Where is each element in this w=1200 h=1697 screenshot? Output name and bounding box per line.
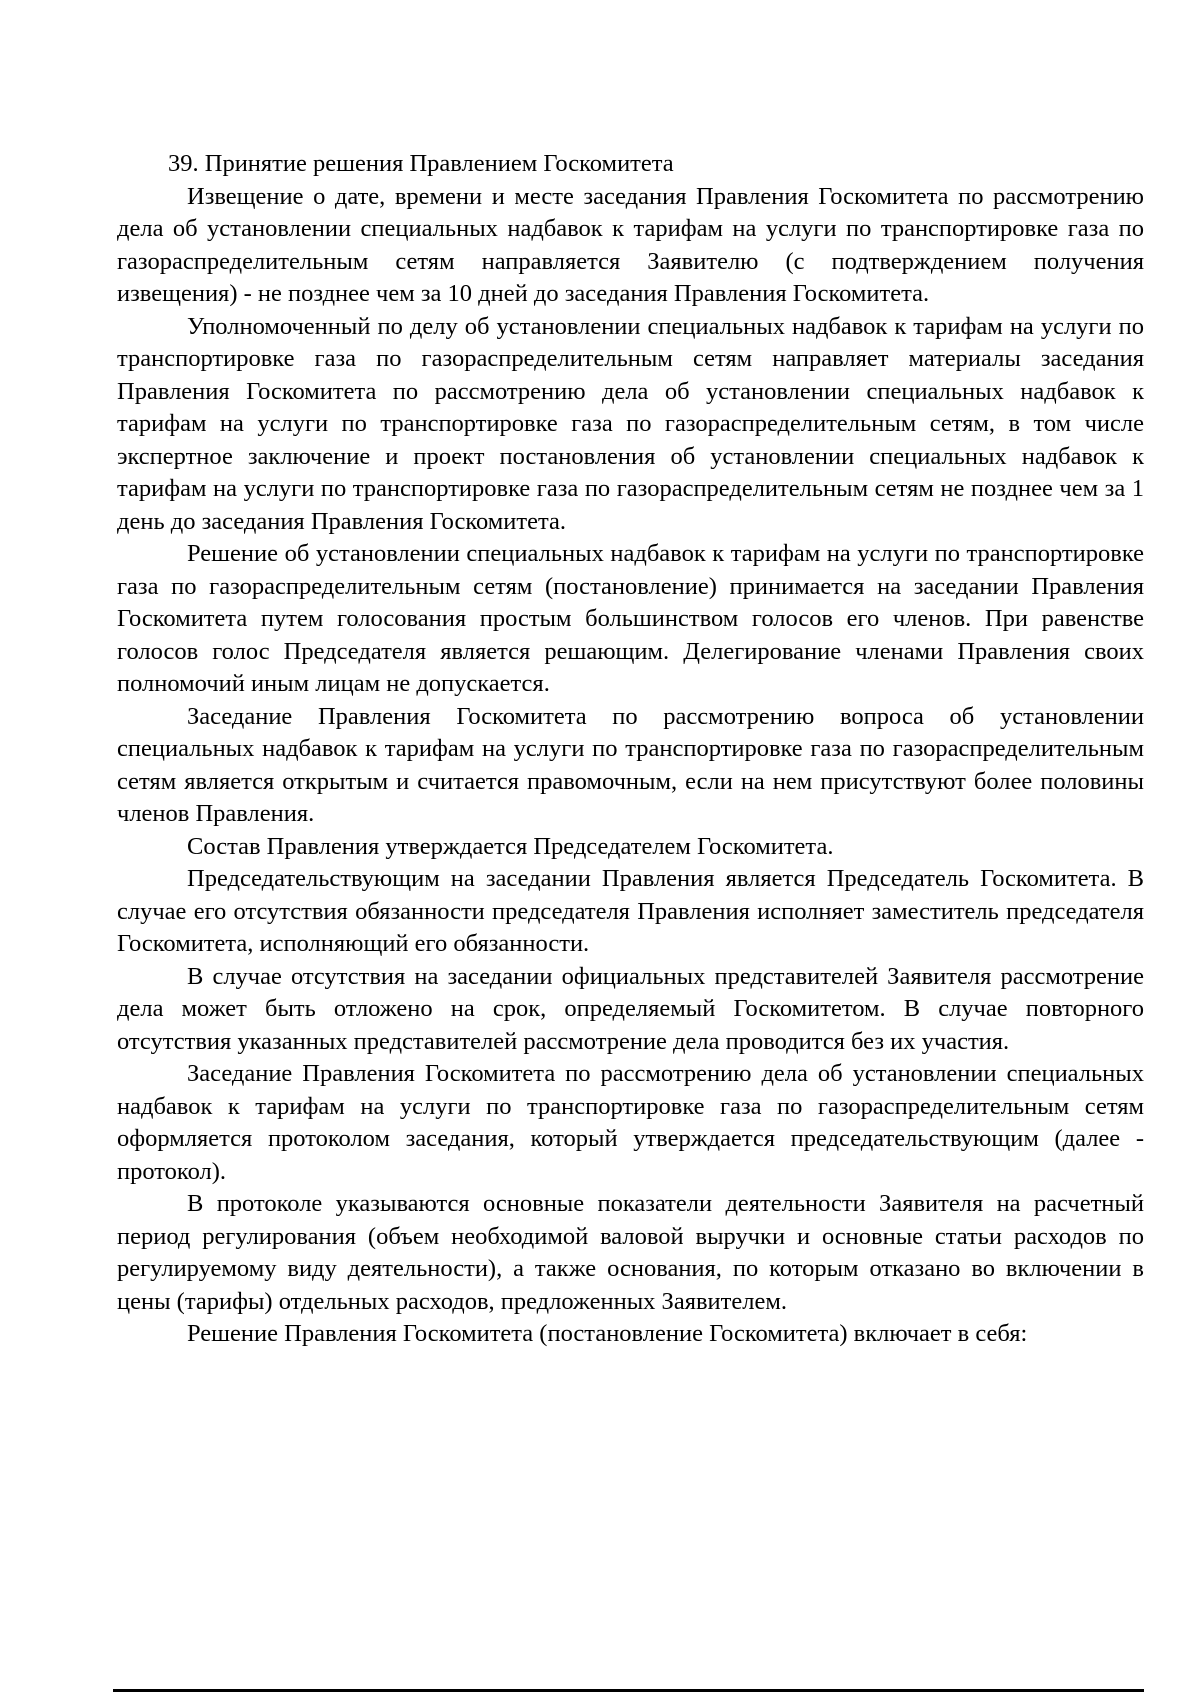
paragraph-board-composition: Состав Правления утверждается Председателем Госкомитета. [187, 832, 834, 860]
paragraph-protocol-contents: В протоколе указываются основные показатели деятельности Заявителя на расчетный период регулирования (объем необходимой валовой выручки и основные статьи расходов по регулируемому виду деятельности), а также основания, по которым отказано во включении в цены (тарифы) отдельных расходов, предложенных Заявителем. [117, 1190, 1144, 1315]
paragraph-protocol: Заседание Правления Госкомитета по рассмотрению дела об установлении специальных надбавок к тарифам на услуги по транспортировке газа по газораспределительным сетям оформляется протоколом заседания, который утверждается председательствующим (далее - протокол). [117, 1060, 1144, 1185]
paragraph-materials-sending: Уполномоченный по делу об установлении специальных надбавок к тарифам на услуги по транспортировке газа по газораспределительным сетям направляет материалы заседания Правления Госкомитета по рассмотрению дела об установлении специальных надбавок к тарифам на услуги по транспортировке газа по газораспределительным сетям, в том числе экспертное заключение и проект постановления об установлении специальных надбавок к тарифам на услуги по транспортировке газа по газораспределительным сетям не позднее чем за 1 день до заседания Правления Госкомитета. [117, 312, 1144, 535]
paragraph-meeting-quorum: Заседание Правления Госкомитета по рассмотрению вопроса об установлении специальных надбавок к тарифам на услуги по транспортировке газа по газораспределительным сетям является открытым и считается правомочным, если на нем присутствуют более половины членов Правления. [117, 702, 1144, 827]
section-heading: 39. Принятие решения Правлением Госкомитета [168, 150, 674, 177]
document-page [117, 148, 1144, 1351]
paragraph-absence-postponement: В случае отсутствия на заседании официальных представителей Заявителя рассмотрение дела может быть отложено на срок, определяемый Госкомитетом. В случае повторного отсутствия указанных представителей рассмотрение дела проводится без их участия. [117, 962, 1144, 1055]
paragraph-decision-voting: Решение об установлении специальных надбавок к тарифам на услуги по транспортировке газа по газораспределительным сетям (постановление) принимается на заседании Правления Госкомитета путем голосования простым большинством голосов его членов. При равенстве голосов голос Председателя является решающим. Делегирование членами Правления своих полномочий иным лицам не допускается. [117, 540, 1144, 697]
paragraph-meeting-notice: Извещение о дате, времени и месте заседания Правления Госкомитета по рассмотрению дела об установлении специальных надбавок к тарифам на услуги по транспортировке газа по газораспределительным сетям направляется Заявителю (с подтверждением получения извещения) - не позднее чем за 10 дней до заседания Правления Госкомитета. [117, 182, 1144, 307]
bottom-divider [113, 1689, 1144, 1692]
paragraph-chairman: Председательствующим на заседании Правления является Председатель Госкомитета. В случае его отсутствия обязанности председателя Правления исполняет заместитель председателя Госкомитета, исполняющий его обязанности. [117, 865, 1144, 957]
paragraph-decision-includes: Решение Правления Госкомитета (постановление Госкомитета) включает в себя: [187, 1320, 1028, 1347]
